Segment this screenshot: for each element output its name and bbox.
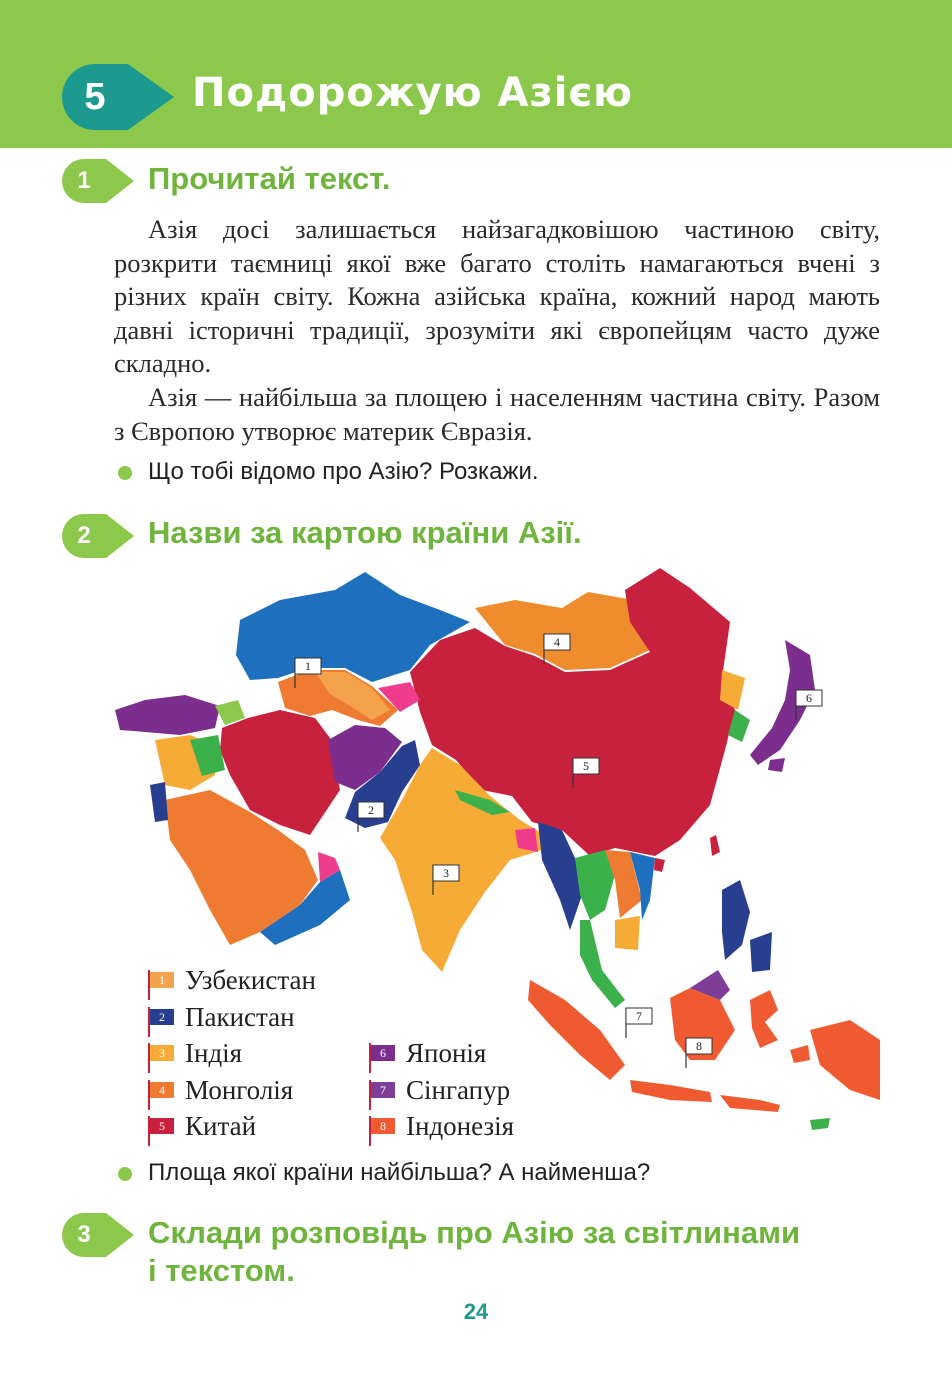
- flag-icon: [369, 1080, 397, 1110]
- flag-icon: [148, 970, 176, 1000]
- page-number: 24: [463, 1299, 489, 1324]
- text-paragraph-2: Азія — найбільша за площею і населенням частина світу. Разом з Європою утворює материк Євразія.: [114, 382, 880, 446]
- legend-label: Сінгапур: [406, 1075, 511, 1105]
- map-marker: 4: [554, 635, 560, 649]
- task-3-title-line-1: Склади розповідь про Азію за світлинами: [148, 1215, 801, 1250]
- task-2-title: Назви за картою країни Азії.: [148, 515, 582, 550]
- flag-icon: [369, 1116, 397, 1146]
- task-1-title: Прочитай текст.: [148, 161, 391, 196]
- legend-number: 6: [380, 1046, 386, 1060]
- task-2-number: 2: [77, 522, 91, 549]
- bullet-icon: [118, 1167, 132, 1181]
- legend-number: 8: [380, 1119, 386, 1133]
- map-marker: 3: [443, 866, 449, 880]
- legend-label: Індія: [185, 1038, 243, 1068]
- flag-icon: [148, 1116, 176, 1146]
- task-1-number: 1: [77, 167, 91, 194]
- lesson-number: 5: [84, 76, 106, 118]
- legend-number: 4: [159, 1083, 165, 1097]
- map-marker: 1: [305, 659, 311, 673]
- map-marker: 5: [583, 759, 589, 773]
- legend-number: 2: [159, 1010, 165, 1024]
- map-marker: 7: [636, 1009, 642, 1023]
- legend-number: 7: [380, 1083, 386, 1097]
- bullet-icon: [118, 466, 132, 480]
- legend-label: Узбекистан: [185, 965, 316, 995]
- task-3-title-line-2: і текстом.: [148, 1253, 295, 1288]
- task-3-number: 3: [77, 1221, 91, 1248]
- question-1: Що тобі відомо про Азію? Розкажи.: [148, 458, 539, 485]
- question-2: Площа якої країни найбільша? А найменша?: [148, 1159, 651, 1186]
- legend-label: Японія: [406, 1038, 487, 1068]
- legend-label: Китай: [185, 1111, 257, 1141]
- header-bar: [0, 0, 952, 148]
- text-paragraph-1: Азія досі залишається найзагадковішою частиною світу, розкрити таємниці якої вже багато століть намагаються вчені з різних країн світу. Кожна азійська країна, кожний народ мають давні історичні традиції, зрозуміти які європейцям часто дуже складно.: [114, 214, 880, 378]
- map-marker: 6: [806, 691, 812, 705]
- map-marker: 2: [368, 803, 374, 817]
- legend-number: 5: [159, 1119, 165, 1133]
- flag-icon: [148, 1043, 176, 1073]
- legend-number: 1: [159, 973, 165, 987]
- flag-icon: [148, 1080, 176, 1110]
- legend-label: Пакистан: [185, 1002, 295, 1032]
- flag-icon: [369, 1043, 397, 1073]
- legend-label: Індонезія: [406, 1111, 515, 1141]
- flag-icon: [148, 1007, 176, 1037]
- legend-number: 3: [159, 1046, 165, 1060]
- lesson-title: Подорожую Азією: [192, 70, 634, 116]
- map-marker: 8: [696, 1039, 702, 1053]
- legend-label: Монголія: [185, 1075, 294, 1105]
